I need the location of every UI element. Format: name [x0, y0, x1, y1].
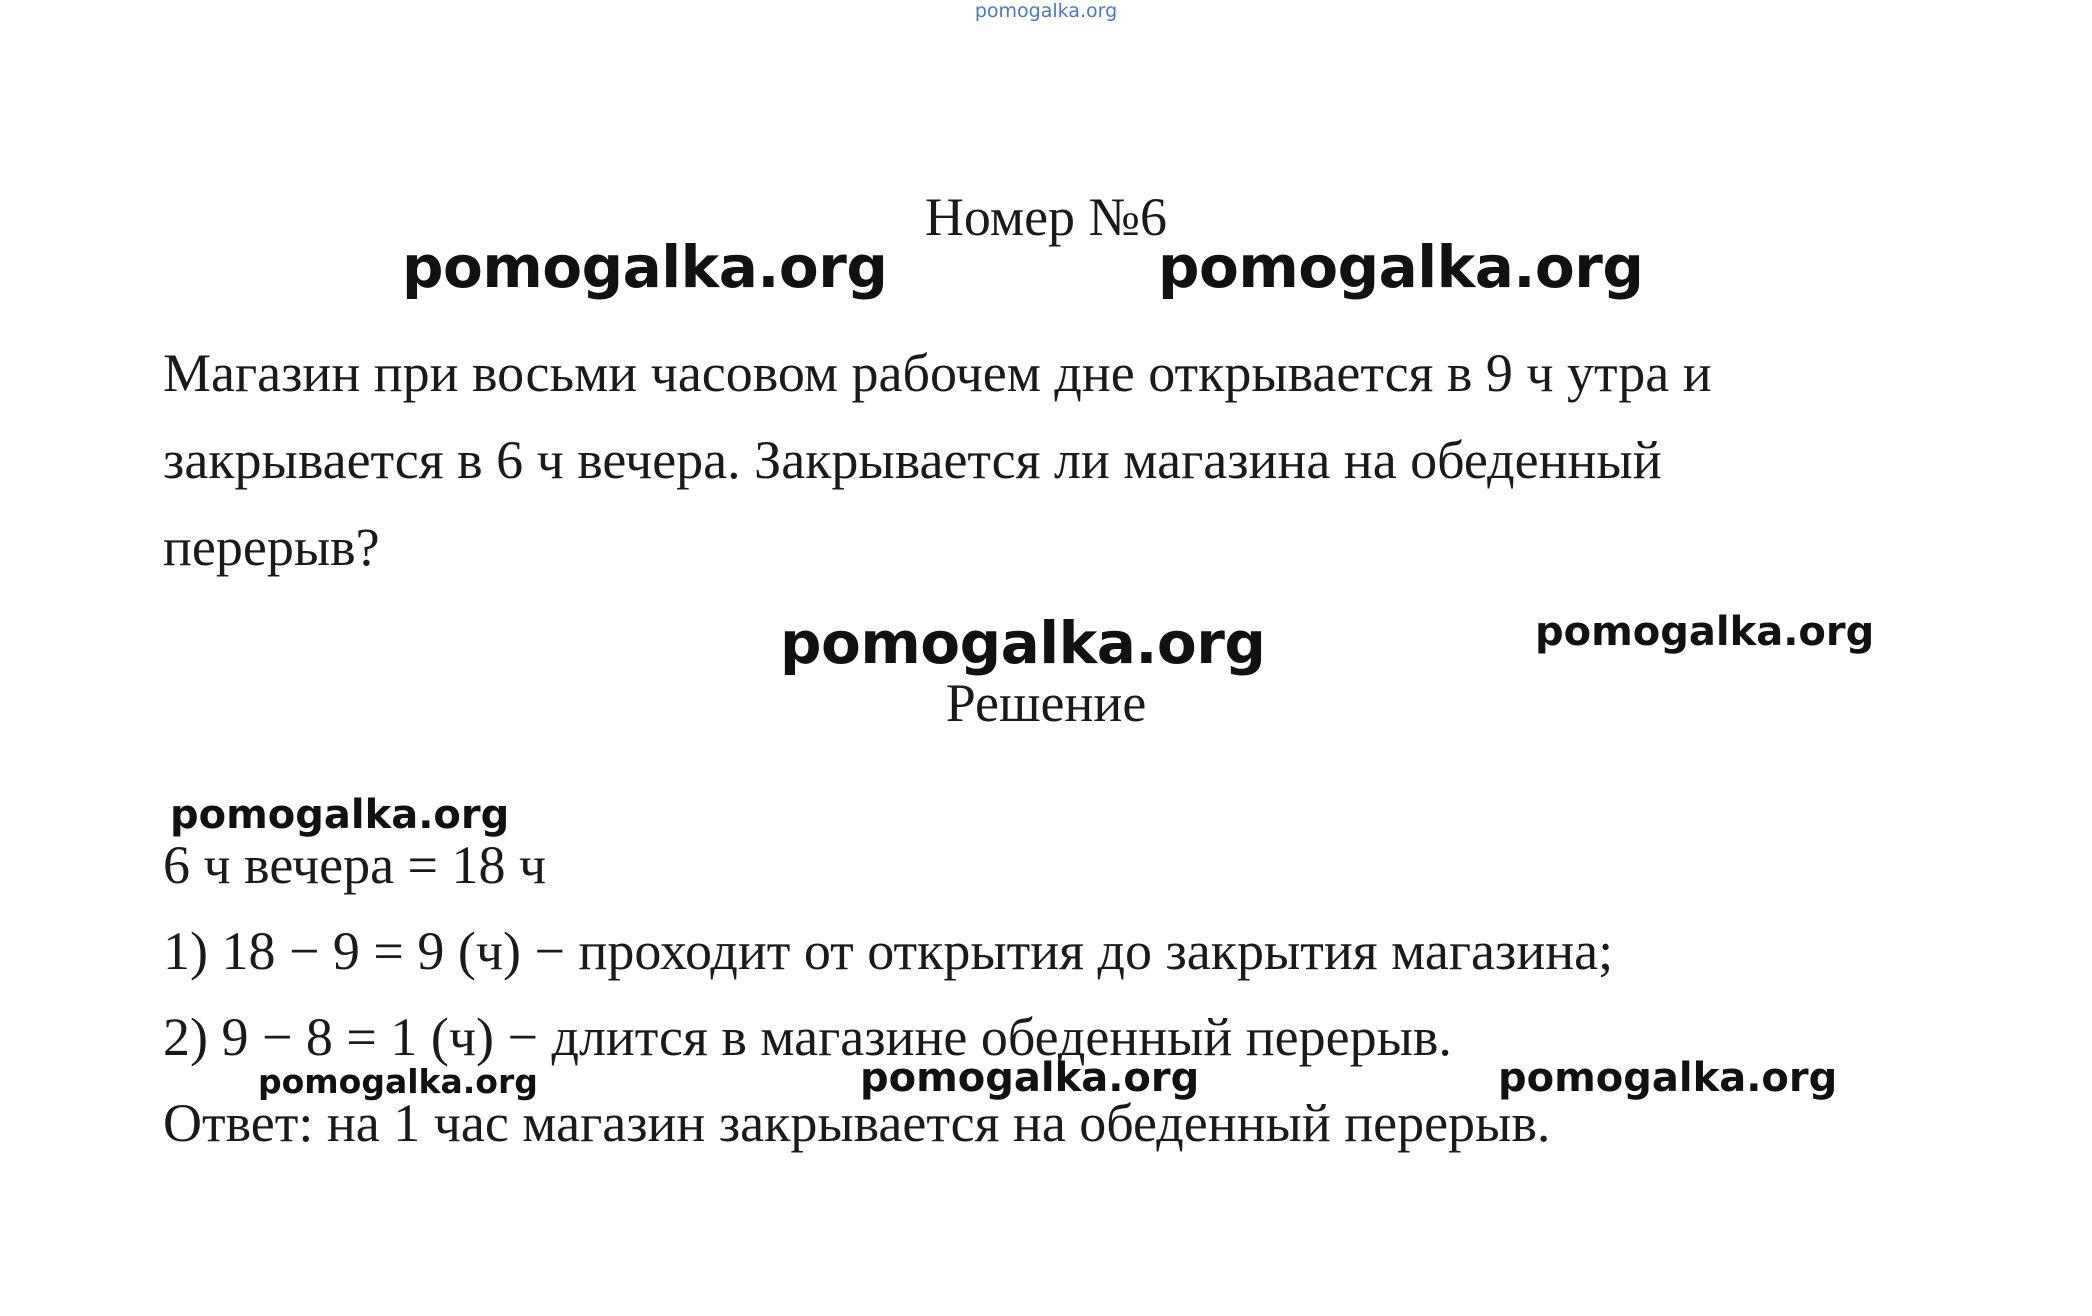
site-link[interactable]: pomogalka.org [974, 0, 1118, 22]
solution-line: 1) 18 − 9 = 9 (ч) − проходит от открытия до закрытия магазина; [163, 921, 1614, 981]
problem-line: перерыв? [163, 517, 380, 577]
watermark: pomogalka.org [1535, 609, 1875, 655]
watermark: pomogalka.org [780, 609, 1266, 677]
watermark: pomogalka.org [258, 1062, 538, 1101]
watermark: pomogalka.org [170, 792, 510, 838]
problem-line: Магазин при восьми часовом рабочем дне открывается в 9 ч утра и [163, 343, 1712, 403]
solution-line: 2) 9 − 8 = 1 (ч) − длится в магазине обеденный перерыв. [163, 1007, 1452, 1067]
page-title: Номер №6 [924, 187, 1168, 247]
watermark: pomogalka.org [860, 1055, 1200, 1101]
problem-line: закрывается в 6 ч вечера. Закрывается ли магазина на обеденный [163, 430, 1662, 490]
solution-line: 6 ч вечера = 18 ч [163, 835, 547, 895]
solution-heading: Решение [945, 673, 1147, 733]
problem-text [163, 330, 1943, 591]
watermark: pomogalka.org [402, 233, 888, 301]
watermark: pomogalka.org [1158, 233, 1644, 301]
answer-line: Ответ: на 1 час магазин закрывается на обеденный перерыв. [163, 1093, 1551, 1153]
watermark: pomogalka.org [1498, 1055, 1838, 1101]
